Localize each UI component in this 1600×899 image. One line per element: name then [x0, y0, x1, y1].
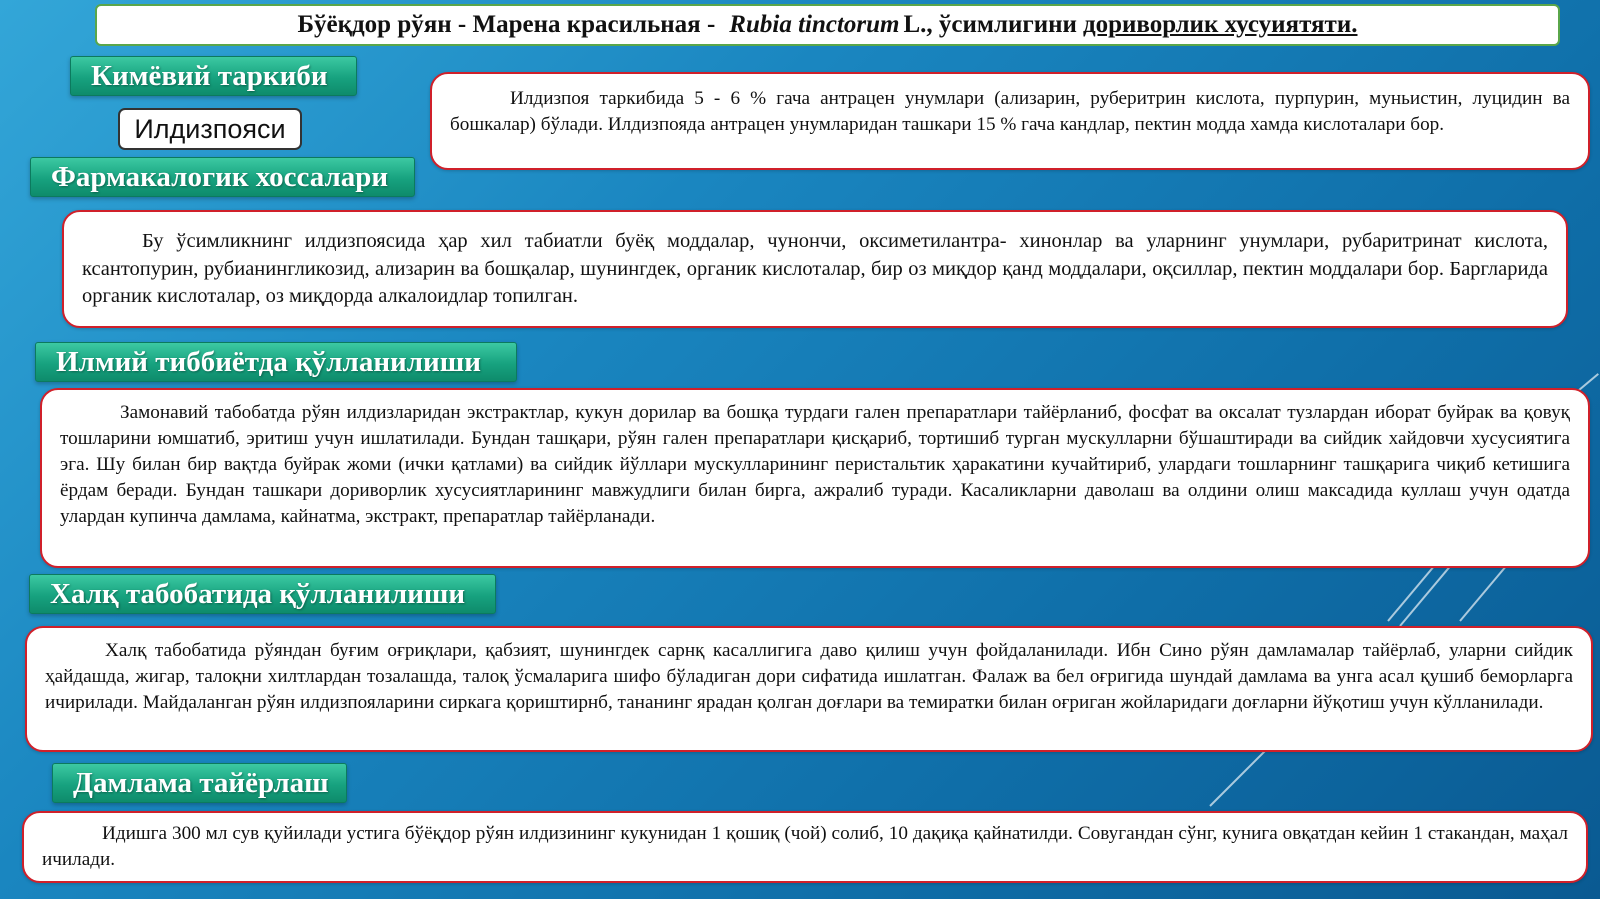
folk-text: Халқ табобатида рўяндан буғим оғриқлари, қабзият, шунингдек сарнқ касаллигига даво қилиш учун фойдаланилади. Ибн Сино рўян дамламалар тайёрлаб, уларни сийдик ҳайдашда, жигар, талоқни хилтлардан тозалашда, талоқ ўсмаларига шифо бўладиган дори сифатида ишлатган. Фалаж ва бел оғригида шундай дамлама ва унга асал қушиб беморларга ичирилади. Майдаланган рўян илдизпояларини сиркага қориштирнб, тананинг ярадан қолган доғлари ва темиратки билан оғриган жойларидаги доғларни йўқотиш учун кўлланилади. — [25, 626, 1593, 752]
chemical-text: Илдизпоя таркибида 5 - 6 % гача антрацен унумлари (ализарин, руберитрин кислота, пурпурин, муньистин, луцидин ва бошкалар) бўлади. Илдизпояда антрацен унумларидан ташкари 15 % гача кандлар, пектин модда хамда кислоталари бор. — [430, 72, 1590, 170]
decorative-line — [1459, 559, 1512, 622]
title-part2: L., ўсимлигини — [903, 11, 1077, 38]
pharma-text: Бу ўсимликнинг илдизпоясида ҳар хил табиатли буёқ моддалар, чунончи, оксиметилантра- хинонлар ва уларнинг унумлари, рубаритринат кислота, ксантопурин, рубианингликозид, ализарин ва бошқалар, шунингдек, органик кислоталар, бир оз миқдор қанд моддалари, оқсиллар, пектин моддалари бор. Баргларида органик кислоталар, оз миқдорда алкалоидлар топилган. — [62, 210, 1568, 328]
infusion-header: Дамлама тайёрлаш — [52, 763, 347, 803]
scientific-text: Замонавий табобатда рўян илдизларидан экстрактлар, кукун дорилар ва бошқа турдаги гален препаратлари тайёрланиб, фосфат ва оксалат тузлардан иборат буйрак ва қовуқ тошларини юмшатиб, эритиш учун ишлатилади. Бундан ташқари, рўян гален препаратлари қисқариб, тортишиб турган мускулларни бўшаштиради ва сийдик хайдовчи хусусиятига эга. Шу билан бир вақтда буйрак жоми (ички қатлами) ва сийдик йўллари мускулларининг перистальтик ҳаракатини кучайтириб, улардаги тошларнинг ташқарига чиқиб кетишига ёрдам беради. Бундан ташкари дориворлик хусусиятларининг мавжудлиги билан бирга, ажралиб туради. Касаликларни даволаш ва олдини олиш максадида куллаш учун одатда улардан купинча дамлама, кайнатма, экстракт, препаратлар тайёрланади. — [40, 388, 1590, 568]
pharma-header: Фармакалогик хоссалари — [30, 157, 415, 197]
title-underlined: дориворлик хусуиятяти. — [1082, 11, 1358, 38]
infusion-text: Идишга 300 мл сув қуйилади устига бўёқдор рўян илдизининг кукунидан 1 қошиқ (чой) солиб, 10 дақиқа қайнатилди. Совугандан сўнг, кунига овқатдан кейин 1 стакандан, маҳал ичилади. — [22, 811, 1588, 883]
folk-header: Халқ табобатида қўлланилиши — [29, 574, 496, 614]
scientific-header: Илмий тиббиётда қўлланилиши — [35, 342, 517, 382]
title-latin-name: Rubia tinctorum — [729, 11, 900, 38]
rhizome-label: Илдизпояси — [118, 108, 302, 150]
chemical-header: Кимёвий таркиби — [70, 56, 357, 96]
decorative-line — [1209, 749, 1267, 807]
page-title — [95, 4, 1560, 46]
title-part1: Бўёқдор рўян - Марена красильная - — [297, 11, 716, 38]
